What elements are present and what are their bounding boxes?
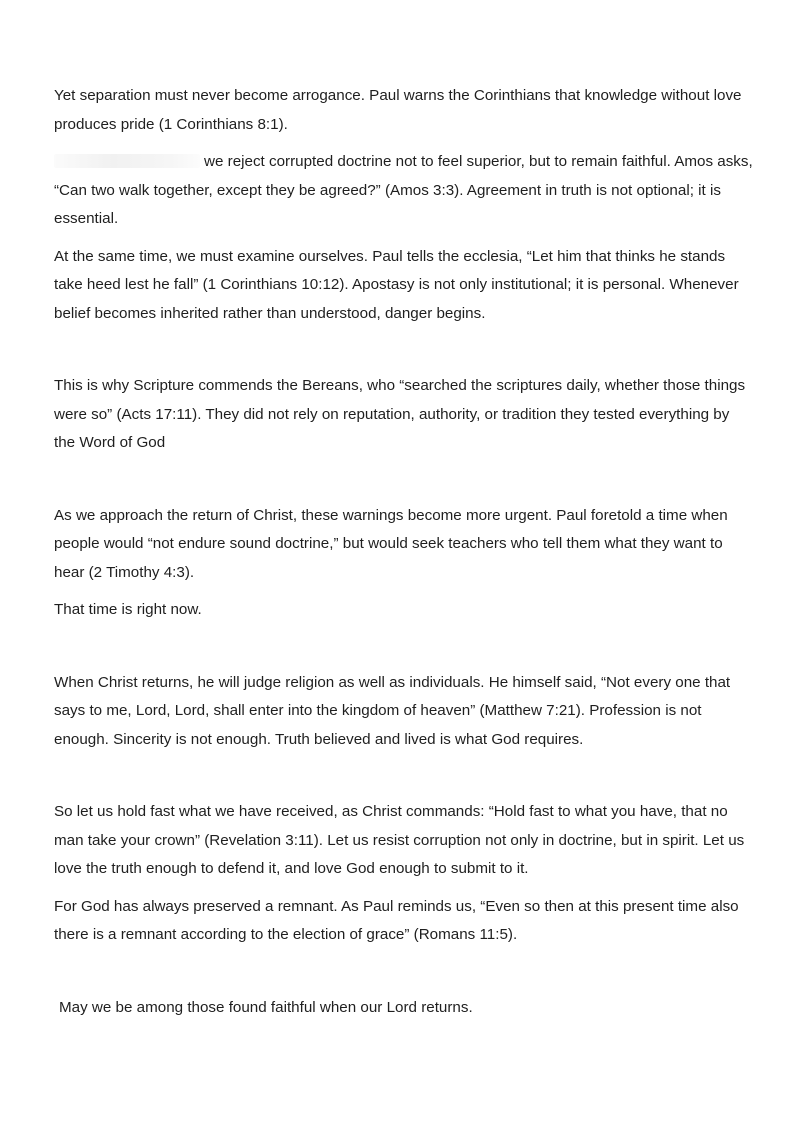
paragraph-9: For God has always preserved a remnant. As Paul reminds us, “Even so then at this present time also there is a remnant according to the election of grace” (Romans 11:5). <box>54 897 739 943</box>
paragraph-1: Yet separation must never become arrogance. Paul warns the Corinthians that knowledge without love produces pride (1 Corinthians 8:1). <box>54 87 742 133</box>
paragraph-6: That time is right now. <box>54 601 202 618</box>
paragraph-8: So let us hold fast what we have received, as Christ commands: “Hold fast to what you have, that no man take your crown” (Revelation 3:11). Let us resist corruption not only in doctrine, but in spirit. Let us love the truth enough to defend it, and love God enough to submit to it. <box>54 803 745 877</box>
paragraph-5: As we approach the return of Christ, these warnings become more urgent. Paul foretold a time when people would “not endure sound doctrine,” but would seek teachers who tell them what they want to hear (2 Timothy 4:3). <box>54 506 728 581</box>
paragraph-10: May we be among those found faithful when our Lord returns. <box>59 998 473 1016</box>
paragraph-3: At the same time, we must examine ourselves. Paul tells the ecclesia, “Let him that thinks he stands take heed lest he fall” (1 Corinthians 10:12). Apostasy is not only institutional; it is personal. Whenever belief becomes inherited rather than understood, danger begins. <box>54 247 739 322</box>
document-body <box>54 82 754 1022</box>
paragraph-4: This is why Scripture commends the Bereans, who “searched the scriptures daily, whether those things were so” (Acts 17:11). They did not rely on reputation, authority, or tradition they tested everything by the Word of God <box>54 377 746 451</box>
redacted-text-block <box>54 154 200 168</box>
paragraph-2 <box>54 148 754 234</box>
paragraph-2-text: we reject corrupted doctrine not to feel superior, but to remain faithful. Amos asks, “Can two walk together, except they be agreed?” (Amos 3:3). Agreement in truth is not optional; it is essential. <box>54 153 753 227</box>
paragraph-7: When Christ returns, he will judge religion as well as individuals. He himself said, “Not every one that says to me, Lord, Lord, shall enter into the kingdom of heaven” (Matthew 7:21). Profession is not enough. Sincerity is not enough. Truth believed and lived is what God requires. <box>54 673 731 748</box>
